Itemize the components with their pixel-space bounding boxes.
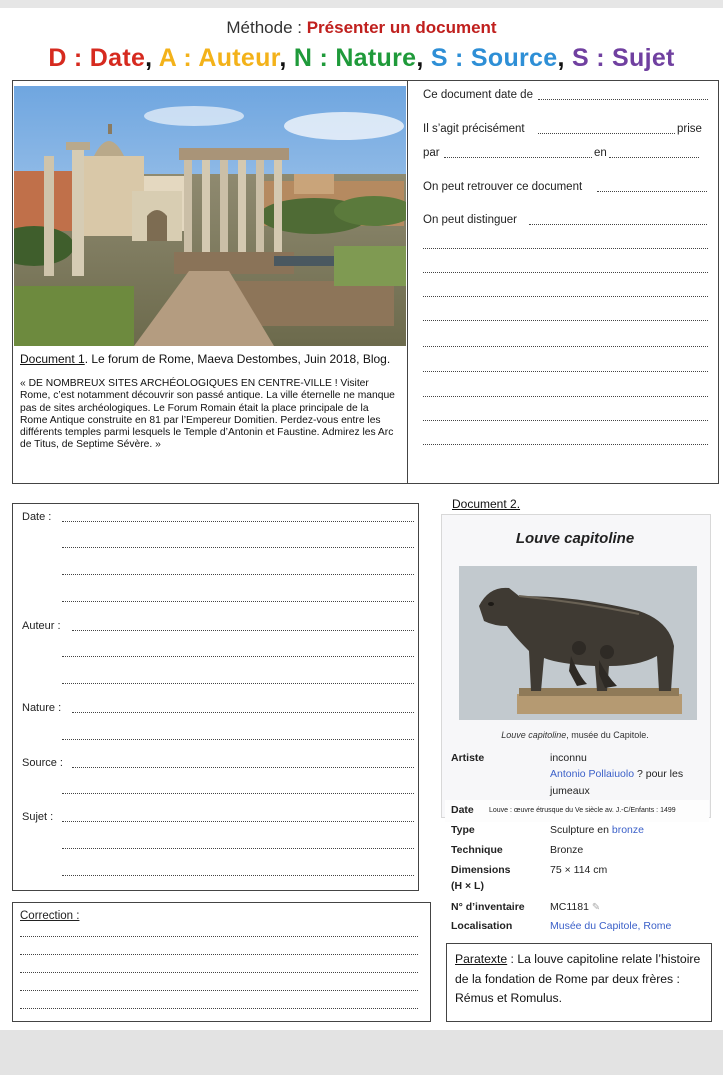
mnemonic-source: S : Source: [430, 44, 558, 72]
answer-line[interactable]: [423, 420, 708, 421]
answer-line[interactable]: [62, 683, 414, 684]
comma: ,: [557, 44, 565, 72]
answer-line[interactable]: [20, 936, 418, 937]
answer-line[interactable]: [20, 972, 418, 973]
answer-line[interactable]: [62, 547, 414, 548]
inventaire-text: MC1181: [550, 901, 589, 913]
info-date-label: Date: [451, 804, 474, 816]
answer-line[interactable]: [609, 157, 699, 158]
attribution-note: ? pour les: [634, 768, 684, 780]
page-title: [0, 18, 723, 38]
answer-line[interactable]: [538, 133, 675, 134]
prompt-prise: prise: [677, 123, 702, 135]
paratexte-text: [455, 950, 710, 1009]
info-artiste-label: Artiste: [451, 752, 485, 764]
box-divider: [407, 80, 408, 484]
info-dimensions-value: 75 × 114 cm: [550, 864, 608, 876]
pollaiuolo-link[interactable]: Antonio Pollaiuolo: [550, 768, 635, 780]
info-dimensions-label: Dimensions: [451, 864, 511, 876]
answer-line[interactable]: [423, 444, 708, 445]
caption-rest: , musée du Capitole.: [566, 730, 649, 740]
answer-line[interactable]: [62, 601, 414, 602]
document1-caption: [20, 352, 390, 366]
info-type-value: [550, 824, 644, 836]
label-date: Date :: [22, 511, 52, 523]
answer-line[interactable]: [423, 396, 708, 397]
title-prefix: Méthode :: [226, 18, 307, 37]
bronze-link[interactable]: bronze: [611, 824, 644, 836]
answer-line[interactable]: [444, 157, 592, 158]
answer-line[interactable]: [20, 1008, 418, 1009]
answer-line[interactable]: [62, 821, 414, 822]
forum-photo: [14, 86, 406, 346]
answer-line[interactable]: [62, 656, 414, 657]
prompt-distinguer: On peut distinguer: [423, 214, 517, 226]
paratexte-label: Paratexte: [455, 952, 508, 966]
prompt-precise: Il s’agit précisément: [423, 123, 525, 135]
mnemonic-auteur: A : Auteur: [158, 44, 280, 72]
label-nature: Nature :: [22, 702, 62, 714]
answer-line[interactable]: [62, 875, 414, 876]
comma: ,: [145, 44, 153, 72]
info-artiste-jumeaux: jumeaux: [550, 785, 590, 797]
localisation-link[interactable]: Musée du Capitole, Rome: [550, 920, 672, 932]
answer-line[interactable]: [423, 248, 708, 249]
answer-line[interactable]: [529, 224, 707, 225]
document1-caption-text: . Le forum de Rome, Maeva Destombes, Juin 2018, Blog.: [84, 352, 391, 366]
louve-caption: [441, 730, 709, 740]
danss-form-box: [12, 503, 419, 891]
mnemonic-line: [0, 44, 723, 73]
answer-line[interactable]: [62, 848, 414, 849]
document1-quote: « DE NOMBREUX SITES ARCHÉOLOGIQUES EN CENTRE-VILLE ! Visiter Rome, c’est notamment découvrir son passé antique. La ville éternelle ne manque pas de sites archéologiques. Le Forum Romain était la place principale de la Rome Antique construite en 81 par l’Empereur Domitien. Perdez-vous entre les différents temples parmi lesquels le Temple d’Antonin et Faustine. Admirez les Arc de Titus, de Septime Sévère. »: [20, 378, 395, 451]
info-dimensions-sub: (H × L): [451, 880, 484, 892]
answer-line[interactable]: [72, 767, 414, 768]
paratexte-body: : La louve capitoline relate l’histoire de la fondation de Rome par deux frères : Rémus et Romulus.: [455, 952, 701, 1005]
comma: ,: [279, 44, 287, 72]
info-localisation-label: Localisation: [451, 920, 513, 932]
answer-line[interactable]: [62, 574, 414, 575]
info-technique-label: Technique: [451, 844, 503, 856]
answer-line[interactable]: [423, 296, 708, 297]
answer-line[interactable]: [72, 630, 414, 631]
document1-label: Document 1: [20, 352, 85, 366]
louve-photo: [459, 566, 697, 720]
document2-label: Document 2.: [452, 497, 521, 511]
comma: ,: [416, 44, 424, 72]
type-text: Sculpture en: [550, 824, 612, 836]
pencil-icon[interactable]: ✎: [591, 902, 601, 913]
info-date-value: Louve : œuvre étrusque du Ve siècle av. J.-C/Enfants : 1499: [489, 807, 676, 814]
prompt-par: par: [423, 147, 440, 159]
info-inventaire-label: N° d’inventaire: [451, 901, 525, 913]
mnemonic-sujet: S : Sujet: [571, 44, 675, 72]
answer-line[interactable]: [62, 793, 414, 794]
prompt-date: Ce document date de: [423, 89, 533, 101]
answer-line[interactable]: [538, 99, 708, 100]
answer-line[interactable]: [20, 954, 418, 955]
answer-line[interactable]: [423, 371, 708, 372]
info-type-label: Type: [451, 824, 475, 836]
mnemonic-date: D : Date: [48, 44, 146, 72]
answer-line[interactable]: [62, 521, 414, 522]
answer-line[interactable]: [597, 191, 707, 192]
title-bold: Présenter un document: [306, 18, 497, 37]
label-sujet: Sujet :: [22, 811, 54, 823]
infobox-title: Louve capitoline: [515, 530, 635, 547]
label-correction: Correction :: [20, 910, 80, 922]
info-artiste-attribution: [550, 768, 683, 780]
answer-line[interactable]: [62, 739, 414, 740]
answer-line[interactable]: [423, 346, 708, 347]
info-technique-value: Bronze: [550, 844, 584, 856]
mnemonic-nature: N : Nature: [293, 44, 417, 72]
prompt-retrouver: On peut retrouver ce document: [423, 181, 583, 193]
info-inventaire-value: [550, 901, 600, 913]
label-source: Source :: [22, 757, 63, 769]
answer-line[interactable]: [72, 712, 414, 713]
info-artiste-value: inconnu: [550, 752, 587, 764]
bottom-margin: [0, 1030, 723, 1075]
answer-line[interactable]: [423, 320, 708, 321]
answer-line[interactable]: [423, 272, 708, 273]
answer-line[interactable]: [20, 990, 418, 991]
prompt-en: en: [594, 147, 607, 159]
caption-italic: Louve capitoline: [501, 730, 567, 740]
label-auteur: Auteur :: [22, 620, 61, 632]
